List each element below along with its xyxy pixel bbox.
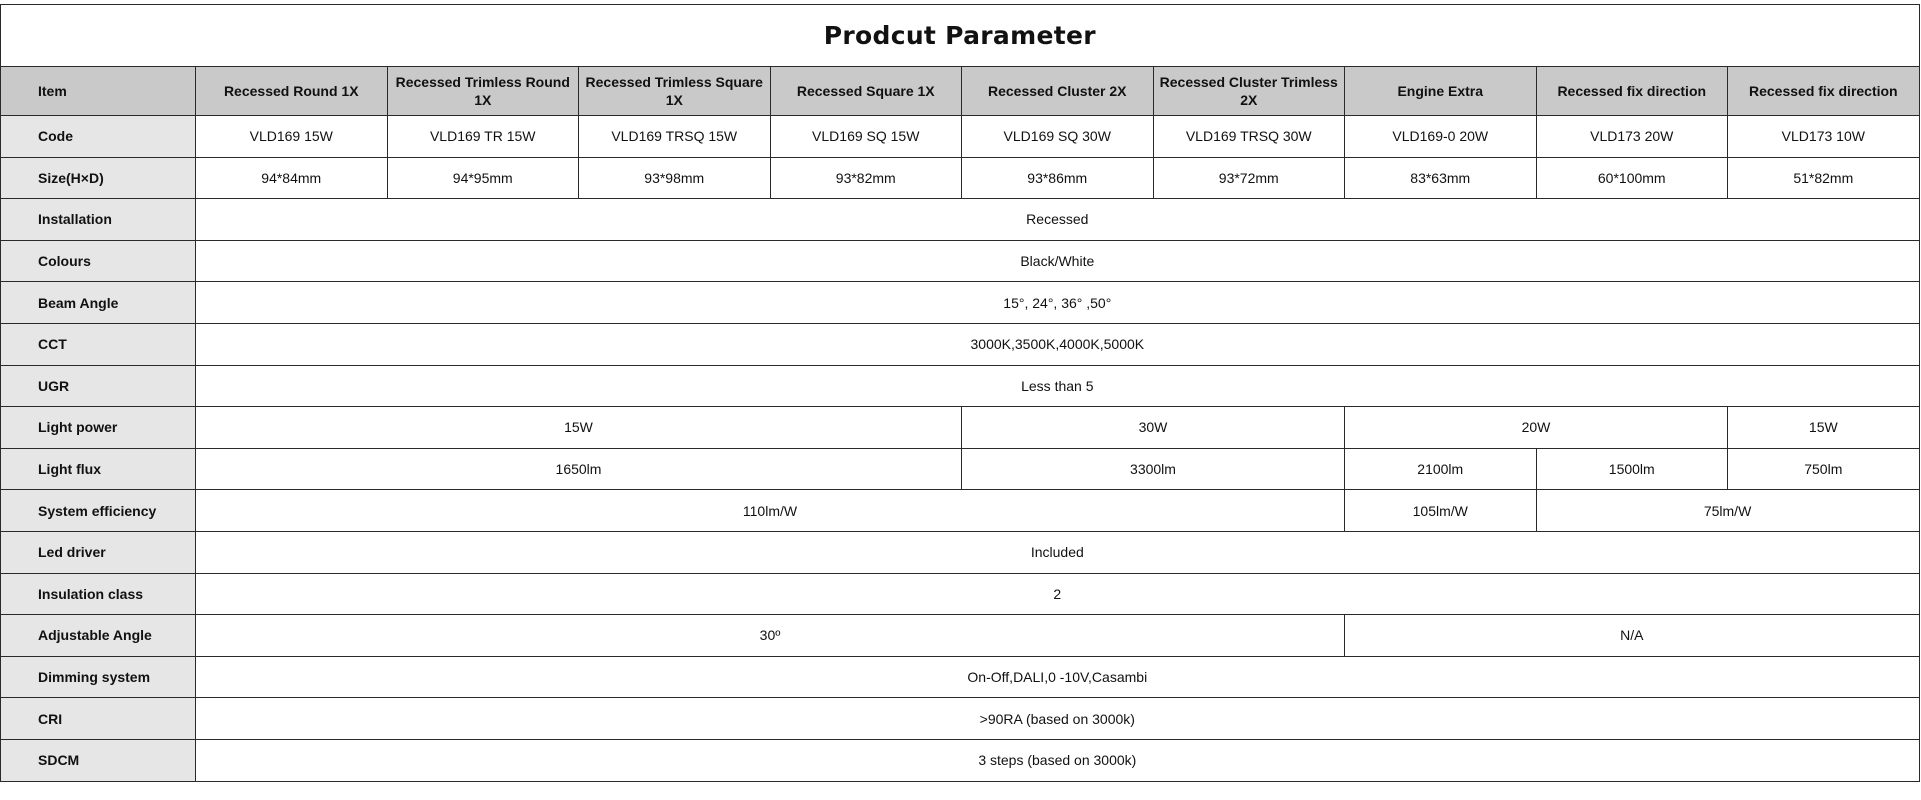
row-label: Led driver bbox=[1, 531, 196, 573]
table-row-adjustable-angle bbox=[1, 615, 1920, 657]
table-row-cct bbox=[1, 323, 1920, 365]
table-row-colours bbox=[1, 240, 1920, 282]
table-cell: Black/White bbox=[196, 240, 1920, 282]
table-cell: VLD169 TRSQ 15W bbox=[579, 116, 771, 158]
table-cell: >90RA (based on 3000k) bbox=[196, 698, 1920, 740]
table-cell: 3 steps (based on 3000k) bbox=[196, 739, 1920, 781]
table-cell: VLD173 20W bbox=[1536, 116, 1728, 158]
table-cell: 15°, 24°, 36° ,50° bbox=[196, 282, 1920, 324]
table-title: Prodcut Parameter bbox=[1, 5, 1920, 67]
table-cell: 75lm/W bbox=[1536, 490, 1919, 532]
table-cell: VLD169 TRSQ 30W bbox=[1153, 116, 1345, 158]
table-cell: VLD169 TR 15W bbox=[387, 116, 579, 158]
table-row-insulation-class bbox=[1, 573, 1920, 615]
table-row-cri bbox=[1, 698, 1920, 740]
table-cell: 1500lm bbox=[1536, 448, 1728, 490]
table-cell: 51*82mm bbox=[1728, 157, 1920, 199]
table-cell: 3000K,3500K,4000K,5000K bbox=[196, 323, 1920, 365]
header-col-6: Recessed Cluster Trimless 2X bbox=[1153, 67, 1345, 116]
table-cell: 30W bbox=[962, 407, 1345, 449]
table-row-dimming-system bbox=[1, 656, 1920, 698]
table-cell: 110lm/W bbox=[196, 490, 1345, 532]
header-col-9: Recessed fix direction bbox=[1728, 67, 1920, 116]
table-cell: 750lm bbox=[1728, 448, 1920, 490]
row-label: Dimming system bbox=[1, 656, 196, 698]
row-label: Light flux bbox=[1, 448, 196, 490]
row-label: UGR bbox=[1, 365, 196, 407]
header-col-5: Recessed Cluster 2X bbox=[962, 67, 1154, 116]
table-cell: 93*98mm bbox=[579, 157, 771, 199]
table-row-code bbox=[1, 116, 1920, 158]
row-label: Insulation class bbox=[1, 573, 196, 615]
table-cell: 93*86mm bbox=[962, 157, 1154, 199]
table-cell: 1650lm bbox=[196, 448, 962, 490]
table-cell: 15W bbox=[196, 407, 962, 449]
row-label: Colours bbox=[1, 240, 196, 282]
table-cell: 93*72mm bbox=[1153, 157, 1345, 199]
table-row-beam-angle bbox=[1, 282, 1920, 324]
table-row-system-efficiency bbox=[1, 490, 1920, 532]
table-row-sdcm bbox=[1, 739, 1920, 781]
header-col-1: Recessed Round 1X bbox=[196, 67, 388, 116]
header-col-3: Recessed Trimless Square 1X bbox=[579, 67, 771, 116]
header-row bbox=[1, 67, 1920, 116]
table-cell: On-Off,DALI,0 -10V,Casambi bbox=[196, 656, 1920, 698]
table-cell: 2100lm bbox=[1345, 448, 1537, 490]
table-cell: Recessed bbox=[196, 199, 1920, 241]
product-parameter-table bbox=[0, 4, 1920, 782]
table-cell: VLD169 SQ 30W bbox=[962, 116, 1154, 158]
table-cell: 20W bbox=[1345, 407, 1728, 449]
row-label: CCT bbox=[1, 323, 196, 365]
table-row-ugr bbox=[1, 365, 1920, 407]
table-cell: VLD169 SQ 15W bbox=[770, 116, 962, 158]
row-label: Size(H×D) bbox=[1, 157, 196, 199]
table-cell: Included bbox=[196, 531, 1920, 573]
table-cell: 3300lm bbox=[962, 448, 1345, 490]
table-row-light-power bbox=[1, 407, 1920, 449]
header-col-8: Recessed fix direction bbox=[1536, 67, 1728, 116]
row-label: System efficiency bbox=[1, 490, 196, 532]
table-cell: 93*82mm bbox=[770, 157, 962, 199]
table-cell: VLD169-0 20W bbox=[1345, 116, 1537, 158]
table-cell: 94*84mm bbox=[196, 157, 388, 199]
table-cell: VLD173 10W bbox=[1728, 116, 1920, 158]
title-row bbox=[1, 5, 1920, 67]
row-label: Light power bbox=[1, 407, 196, 449]
table-cell: 105lm/W bbox=[1345, 490, 1537, 532]
row-label: Installation bbox=[1, 199, 196, 241]
row-label: SDCM bbox=[1, 739, 196, 781]
table-cell: Less than 5 bbox=[196, 365, 1920, 407]
row-label: Adjustable Angle bbox=[1, 615, 196, 657]
header-col-4: Recessed Square 1X bbox=[770, 67, 962, 116]
row-label: Beam Angle bbox=[1, 282, 196, 324]
header-col-2: Recessed Trimless Round 1X bbox=[387, 67, 579, 116]
header-col-7: Engine Extra bbox=[1345, 67, 1537, 116]
table-cell: VLD169 15W bbox=[196, 116, 388, 158]
table-row-installation bbox=[1, 199, 1920, 241]
table-cell: 94*95mm bbox=[387, 157, 579, 199]
table-cell: 60*100mm bbox=[1536, 157, 1728, 199]
table-cell: 30º bbox=[196, 615, 1345, 657]
table-cell: 83*63mm bbox=[1345, 157, 1537, 199]
table-cell: 15W bbox=[1728, 407, 1920, 449]
table-cell: 2 bbox=[196, 573, 1920, 615]
table-cell: N/A bbox=[1345, 615, 1920, 657]
row-label: Code bbox=[1, 116, 196, 158]
row-label: CRI bbox=[1, 698, 196, 740]
header-item: Item bbox=[1, 67, 196, 116]
table-row-size bbox=[1, 157, 1920, 199]
product-parameter-sheet bbox=[0, 4, 1919, 782]
table-row-led-driver bbox=[1, 531, 1920, 573]
table-row-light-flux bbox=[1, 448, 1920, 490]
